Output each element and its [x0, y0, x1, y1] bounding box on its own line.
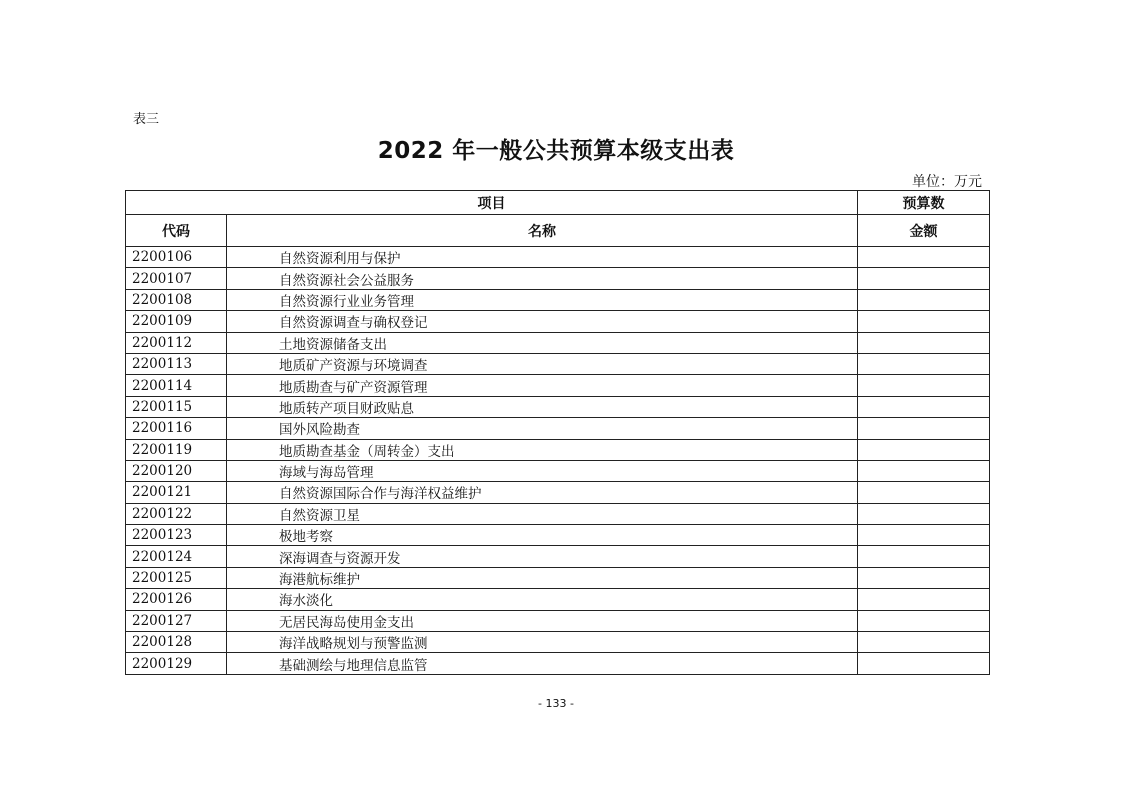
header-row-columns	[126, 215, 990, 247]
name-cell: 地质勘查基金（周转金）支出	[227, 439, 858, 460]
header-row-group	[126, 191, 990, 215]
name-cell: 海港航标维护	[227, 567, 858, 588]
code-cell: 2200122	[126, 503, 227, 524]
code-cell: 2200106	[126, 247, 227, 268]
amount-cell	[858, 632, 990, 653]
header-amount: 金额	[858, 215, 990, 247]
amount-cell	[858, 653, 990, 674]
table-row	[126, 418, 990, 439]
code-cell: 2200119	[126, 439, 227, 460]
amount-cell	[858, 375, 990, 396]
name-cell: 海域与海岛管理	[227, 460, 858, 481]
name-cell: 基础测绘与地理信息监管	[227, 653, 858, 674]
table-body	[126, 247, 990, 675]
name-cell: 深海调查与资源开发	[227, 546, 858, 567]
code-cell: 2200125	[126, 567, 227, 588]
table-row	[126, 653, 990, 674]
table-row	[126, 396, 990, 417]
unit-label: 单位：万元	[912, 174, 982, 190]
table-row	[126, 332, 990, 353]
table-row	[126, 375, 990, 396]
table-row	[126, 268, 990, 289]
name-cell: 国外风险勘查	[227, 418, 858, 439]
name-cell: 无居民海岛使用金支出	[227, 610, 858, 631]
amount-cell	[858, 311, 990, 332]
table-row	[126, 353, 990, 374]
amount-cell	[858, 418, 990, 439]
name-cell: 土地资源储备支出	[227, 332, 858, 353]
code-cell: 2200129	[126, 653, 227, 674]
code-cell: 2200113	[126, 353, 227, 374]
name-cell: 地质转产项目财政贴息	[227, 396, 858, 417]
code-cell: 2200108	[126, 289, 227, 310]
name-cell: 自然资源行业业务管理	[227, 289, 858, 310]
code-cell: 2200112	[126, 332, 227, 353]
name-cell: 海洋战略规划与预警监测	[227, 632, 858, 653]
table-row	[126, 460, 990, 481]
name-cell: 极地考察	[227, 525, 858, 546]
page-number: - 133 -	[538, 697, 574, 710]
table-row	[126, 482, 990, 503]
table-row	[126, 289, 990, 310]
table-row	[126, 567, 990, 588]
amount-cell	[858, 503, 990, 524]
table-row	[126, 525, 990, 546]
amount-cell	[858, 396, 990, 417]
code-cell: 2200121	[126, 482, 227, 503]
code-cell: 2200116	[126, 418, 227, 439]
code-cell: 2200128	[126, 632, 227, 653]
name-cell: 自然资源调查与确权登记	[227, 311, 858, 332]
table-row	[126, 610, 990, 631]
code-cell: 2200120	[126, 460, 227, 481]
table-row	[126, 311, 990, 332]
table-row	[126, 632, 990, 653]
name-cell: 自然资源社会公益服务	[227, 268, 858, 289]
name-cell: 自然资源利用与保护	[227, 247, 858, 268]
code-cell: 2200123	[126, 525, 227, 546]
amount-cell	[858, 567, 990, 588]
table-row	[126, 589, 990, 610]
amount-cell	[858, 589, 990, 610]
amount-cell	[858, 610, 990, 631]
header-item: 项目	[126, 191, 858, 215]
header-code: 代码	[126, 215, 227, 247]
amount-cell	[858, 525, 990, 546]
page-title: 2022 年一般公共预算本级支出表	[377, 138, 735, 164]
name-cell: 海水淡化	[227, 589, 858, 610]
table-label: 表三	[133, 112, 160, 127]
code-cell: 2200115	[126, 396, 227, 417]
amount-cell	[858, 546, 990, 567]
name-cell: 地质矿产资源与环境调查	[227, 353, 858, 374]
amount-cell	[858, 247, 990, 268]
amount-cell	[858, 460, 990, 481]
header-name: 名称	[227, 215, 858, 247]
amount-cell	[858, 332, 990, 353]
name-cell: 地质勘查与矿产资源管理	[227, 375, 858, 396]
amount-cell	[858, 482, 990, 503]
amount-cell	[858, 439, 990, 460]
code-cell: 2200124	[126, 546, 227, 567]
code-cell: 2200109	[126, 311, 227, 332]
name-cell: 自然资源卫星	[227, 503, 858, 524]
table-row	[126, 439, 990, 460]
table-row	[126, 247, 990, 268]
table-row	[126, 503, 990, 524]
amount-cell	[858, 353, 990, 374]
header-budget: 预算数	[858, 191, 990, 215]
name-cell: 自然资源国际合作与海洋权益维护	[227, 482, 858, 503]
code-cell: 2200114	[126, 375, 227, 396]
code-cell: 2200107	[126, 268, 227, 289]
amount-cell	[858, 289, 990, 310]
code-cell: 2200127	[126, 610, 227, 631]
code-cell: 2200126	[126, 589, 227, 610]
amount-cell	[858, 268, 990, 289]
budget-table	[125, 190, 990, 675]
table-row	[126, 546, 990, 567]
